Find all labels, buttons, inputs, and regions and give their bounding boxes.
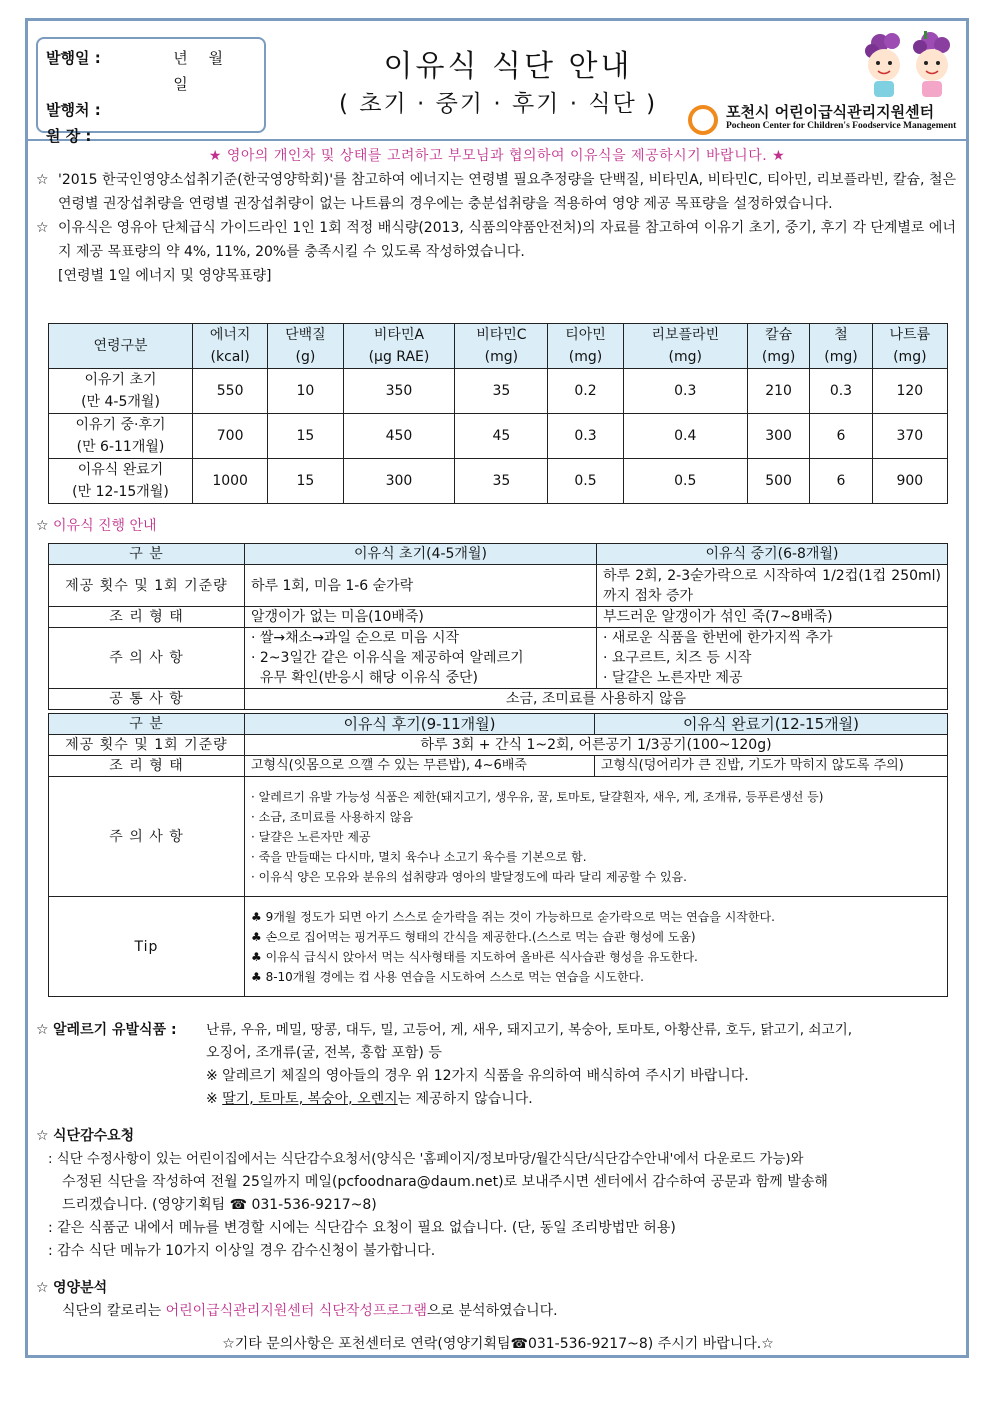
analysis-title: 영양분석 bbox=[53, 1280, 108, 1296]
star-bullet-icon: ☆ bbox=[36, 220, 49, 236]
table-cell: 0.5 bbox=[623, 459, 747, 504]
document-page bbox=[25, 18, 969, 1358]
table-cell: 1000 bbox=[193, 459, 268, 504]
content bbox=[28, 141, 966, 288]
table-cell: · 새로운 식품을 한번에 한가지씩 추가 · 요구르트, 치즈 등 시작 · 달걀은 노른자만 제공 bbox=[597, 628, 948, 689]
progress-title-text: 이유식 진행 안내 bbox=[53, 518, 157, 534]
table-row bbox=[49, 735, 948, 756]
table-cell: 15 bbox=[268, 459, 343, 504]
table-cell: 부드러운 알갱이가 섞인 죽(7~8배죽) bbox=[597, 607, 948, 628]
row-label: Tip bbox=[49, 897, 245, 997]
column-header: 티아민 (mg) bbox=[548, 324, 623, 369]
center-logo bbox=[684, 101, 964, 137]
table-row bbox=[49, 777, 948, 897]
header-cell: 이유식 완료기(12-15개월) bbox=[595, 714, 948, 735]
row-label: 주 의 사 항 bbox=[49, 628, 245, 689]
director-label: 원 장 : bbox=[46, 127, 92, 145]
table-cell: 500 bbox=[747, 459, 809, 504]
star-bullet-icon: ☆ bbox=[36, 1022, 49, 1038]
table-row bbox=[49, 756, 948, 777]
table-cell: 0.5 bbox=[548, 459, 623, 504]
mascot-grape-characters-icon bbox=[858, 29, 958, 99]
review-line-4: : 같은 식품군 내에서 메뉴를 변경할 시에는 식단감수 요청이 필요 없습니다. (단, 동일 조리방법만 허용) bbox=[48, 1220, 676, 1236]
paragraph-guideline bbox=[28, 216, 966, 264]
row-label: 제공 횟수 및 1회 기준량 bbox=[49, 565, 245, 607]
table-cell: 소금, 조미료를 사용하지 않음 bbox=[245, 689, 948, 710]
progress-section-title bbox=[36, 515, 157, 535]
footer-contact: ☆기타 문의사항은 포천센터로 연락(영양기획팀☎031-536-9217~8) 주시기 바랍니다.☆ bbox=[222, 1336, 774, 1352]
column-header: 리보플라빈 (mg) bbox=[623, 324, 747, 369]
table-cell: 370 bbox=[872, 414, 947, 459]
row-label: 제공 횟수 및 1회 기준량 bbox=[49, 735, 245, 756]
table-row bbox=[49, 689, 948, 710]
table-cell: 210 bbox=[747, 369, 809, 414]
header-cell: 이유식 중기(6-8개월) bbox=[597, 544, 948, 565]
table-cell: 0.3 bbox=[810, 369, 872, 414]
header-cell: 이유식 후기(9-11개월) bbox=[245, 714, 595, 735]
header bbox=[28, 21, 966, 145]
column-header: 단백질 (g) bbox=[268, 324, 343, 369]
notice-line: ★ 영아의 개인차 및 상태를 고려하고 부모님과 협의하여 이유식을 제공하시기 바랍니다. ★ bbox=[208, 148, 786, 164]
star-bullet-icon: ☆ bbox=[36, 172, 49, 188]
review-line-1: : 식단 수정사항이 있는 어린이집에서는 식단감수요청서(양식은 '홈페이지/정보마당/월간식단/식단감수안내'에서 다운로드 가능)와 bbox=[48, 1152, 804, 1167]
row-label: 조 리 형 태 bbox=[49, 607, 245, 628]
table-cell: 300 bbox=[747, 414, 809, 459]
table-cell: 하루 1회, 미음 1-6 숟가락 bbox=[245, 565, 597, 607]
center-name-en: Pocheon Center for Children's Foodservice Management bbox=[726, 121, 957, 131]
table-cell: 6 bbox=[810, 414, 872, 459]
table-row bbox=[49, 414, 948, 459]
table-cell: 0.3 bbox=[623, 369, 747, 414]
column-header: 칼슘 (mg) bbox=[747, 324, 809, 369]
table-row bbox=[49, 628, 948, 689]
table-cell: 900 bbox=[872, 459, 947, 504]
table-header-row bbox=[49, 324, 948, 369]
issue-date-value: 년 월 일 bbox=[173, 49, 231, 93]
paragraph-text: 이유식은 영유아 단체급식 가이드라인 1인 1회 적정 배식량(2013, 식품의약품안전처)의 자료를 참고하여 이유기 초기, 중기, 후기 각 단계별로 에너지 제공 목표량의 약 4%, 11%, 20%를 충족시킬 수 있도록 작성하였습니다. bbox=[58, 220, 956, 260]
column-header: 에너지 (kcal) bbox=[193, 324, 268, 369]
table-cell: 0.2 bbox=[548, 369, 623, 414]
review-line-2: 수정된 식단을 작성하여 전월 25일까지 메일(pcfoodnara@daum.net)로 보내주시면 센터에서 감수하여 공문과 함께 발송해 bbox=[62, 1174, 828, 1190]
progress-table-early-mid bbox=[48, 543, 948, 710]
column-header: 철 (mg) bbox=[810, 324, 872, 369]
progress-table-late-done bbox=[48, 713, 948, 997]
table-header-row bbox=[49, 714, 948, 735]
allergy-section bbox=[36, 1019, 960, 1111]
page-subtitle: ( 초기 · 중기 · 후기 · 식단 ) bbox=[338, 91, 658, 117]
table-cell: 6 bbox=[810, 459, 872, 504]
review-line-3: 드리겠습니다. (영양기획팀 ☎ 031-536-9217~8) bbox=[62, 1197, 377, 1213]
allergy-note-2: ※ 딸기, 토마토, 복숭아, 오렌지는 제공하지 않습니다. bbox=[206, 1091, 533, 1107]
table-cell: 고형식(잇몸으로 으깰 수 있는 무른밥), 4~6배죽 bbox=[245, 756, 595, 777]
table-cell: 하루 2회, 2-3숟가락으로 시작하여 1/2컵(1컵 250ml)까지 점차 증가 bbox=[597, 565, 948, 607]
row-label: 이유식 완료기 (만 12-15개월) bbox=[49, 459, 193, 504]
issue-info-box bbox=[36, 37, 266, 145]
table-cell: 15 bbox=[268, 414, 343, 459]
table-cell: 35 bbox=[455, 369, 548, 414]
table-cell: 알갱이가 없는 미음(10배죽) bbox=[245, 607, 597, 628]
table-row bbox=[49, 607, 948, 628]
page-title: 이유식 식단 안내 bbox=[383, 49, 633, 84]
review-request-title: 식단감수요청 bbox=[53, 1128, 135, 1144]
center-name-ko: 포천시 어린이급식관리지원센터 bbox=[726, 103, 935, 121]
star-bullet-icon: ☆ bbox=[36, 518, 49, 534]
allergy-line-1: 난류, 우유, 메밀, 땅콩, 대두, 밀, 고등어, 게, 새우, 돼지고기, 복숭아, 토마토, 아황산류, 호두, 닭고기, 쇠고기, bbox=[206, 1022, 853, 1038]
analysis-text: 식단의 칼로리는 어린이급식관리지원센터 식단작성프로그램으로 분석하였습니다. bbox=[62, 1303, 558, 1319]
table-cell: 120 bbox=[872, 369, 947, 414]
table-row bbox=[49, 565, 948, 607]
review-line-5: : 감수 식단 메뉴가 10가지 이상일 경우 감수신청이 불가합니다. bbox=[48, 1243, 436, 1259]
review-request-section bbox=[36, 1125, 960, 1263]
header-cell: 구 분 bbox=[49, 544, 245, 565]
row-label: 주 의 사 항 bbox=[49, 777, 245, 897]
header-cell: 구 분 bbox=[49, 714, 245, 735]
table-cell: 0.4 bbox=[623, 414, 747, 459]
reference-label: [연령별 1일 에너지 및 영양목표량] bbox=[58, 268, 272, 284]
table-cell: 700 bbox=[193, 414, 268, 459]
allergy-line-2: 오징어, 조개류(굴, 전복, 홍합 포함) 등 bbox=[206, 1045, 442, 1061]
table-cell: 350 bbox=[343, 369, 455, 414]
header-cell: 이유식 초기(4-5개월) bbox=[245, 544, 597, 565]
row-label: 공 통 사 항 bbox=[49, 689, 245, 710]
nutrient-target-table bbox=[48, 323, 948, 504]
table-cell: 450 bbox=[343, 414, 455, 459]
table-corner: 연령구분 bbox=[49, 324, 193, 369]
allergy-label: 알레르기 유발식품 : bbox=[53, 1022, 177, 1038]
analysis-section bbox=[36, 1277, 960, 1323]
table-cell: 10 bbox=[268, 369, 343, 414]
issue-date-label: 발행일 : bbox=[46, 49, 101, 67]
table-cell: 하루 3회 + 간식 1~2회, 어른공기 1/3공기(100~120g) bbox=[245, 735, 948, 756]
column-header: 나트륨 (mg) bbox=[872, 324, 947, 369]
column-header: 비타민C (mg) bbox=[455, 324, 548, 369]
table-header-row bbox=[49, 544, 948, 565]
table-cell: 고형식(덩어리가 큰 진밥, 기도가 막히지 않도록 주의) bbox=[595, 756, 948, 777]
row-label: 이유기 초기 (만 4-5개월) bbox=[49, 369, 193, 414]
table-cell: · 쌀→채소→과일 순으로 미음 시작 · 2~3일간 같은 이유식을 제공하여 알레르기 유무 확인(반응시 해당 이유식 중단) bbox=[245, 628, 597, 689]
table-cell: 0.3 bbox=[548, 414, 623, 459]
star-bullet-icon: ☆ bbox=[36, 1280, 49, 1296]
table-cell: ♣ 9개월 정도가 되면 아기 스스로 숟가락을 쥐는 것이 가능하므로 숟가락으로 먹는 연습을 시작한다. ♣ 손으로 집어먹는 핑거푸드 형태의 간식을 제공한다.(스스로 먹는 습관 형성에 도움) ♣ 이유식 급식시 앉아서 먹는 식사형태를 지도하여 올바른 식사습관 형성을 유도한다. ♣ 8-10개월 경에는 컵 사용 연습을 시도하여 스스로 먹는 연습을 시도한다. bbox=[245, 897, 948, 997]
allergy-label-wrap bbox=[36, 1019, 206, 1042]
table-cell: 300 bbox=[343, 459, 455, 504]
column-header: 비타민A (μg RAE) bbox=[343, 324, 455, 369]
allergy-note-1: ※ 알레르기 체질의 영아들의 경우 위 12가지 식품을 유의하여 배식하여 주시기 바랍니다. bbox=[206, 1068, 749, 1084]
table-cell: 35 bbox=[455, 459, 548, 504]
table-cell: · 알레르기 유발 가능성 식품은 제한(돼지고기, 생우유, 꿀, 토마토, 달걀흰자, 새우, 게, 조개류, 등푸른생선 등) · 소금, 조미료를 사용하지 않음 · 달걀은 노른자만 제공 · 죽을 만들때는 다시마, 멸치 육수나 소고기 육수를 기본으로 함. · 이유식 양은 모유와 분유의 섭취량과 영아의 발달정도에 따라 달리 제공할 수 있음. bbox=[245, 777, 948, 897]
paragraph-text: '2015 한국인영양소섭취기준(한국영양학회)'를 참고하여 에너지는 연령별 필요추정량을 단백질, 비타민A, 비타민C, 티아민, 리보플라빈, 칼슘, 철은 연령별 권장섭취량을 연령별 권장섭취량이 없는 나트륨의 경우에는 충분섭취량을 적용하여 영양 제공 목표량을 설정하였습니다. bbox=[58, 172, 956, 212]
paragraph-standard bbox=[28, 168, 966, 216]
row-label: 조 리 형 태 bbox=[49, 756, 245, 777]
table-row bbox=[49, 369, 948, 414]
table-row bbox=[49, 459, 948, 504]
table-cell: 550 bbox=[193, 369, 268, 414]
star-bullet-icon: ☆ bbox=[36, 1128, 49, 1144]
row-label: 이유기 중·후기 (만 6-11개월) bbox=[49, 414, 193, 459]
issuer-label: 발행처 : bbox=[46, 101, 101, 119]
center-logo-icon bbox=[688, 105, 718, 135]
table-cell: 45 bbox=[455, 414, 548, 459]
table-row bbox=[49, 897, 948, 997]
